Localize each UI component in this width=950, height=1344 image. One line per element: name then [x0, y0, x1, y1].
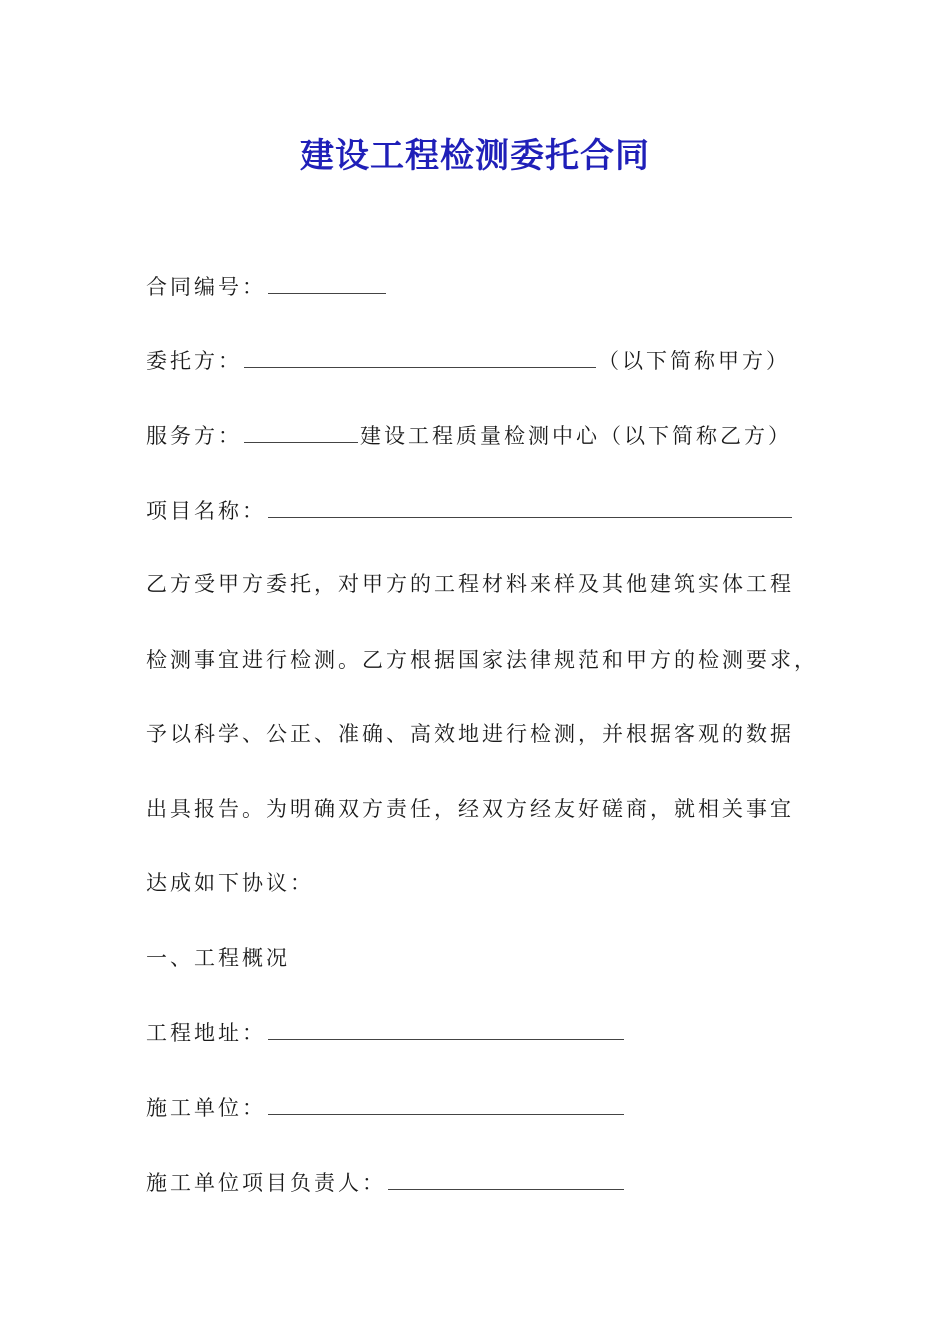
contractor-blank[interactable] [268, 1094, 624, 1115]
client-blank[interactable] [244, 347, 596, 368]
section-heading: 一、工程概况 [146, 946, 290, 970]
provider-blank[interactable] [244, 422, 358, 443]
contractor-label: 施工单位： [146, 1096, 266, 1120]
client-label: 委托方： [146, 349, 242, 373]
paragraph-line: 检测事宜进行检测。乙方根据国家法律规范和甲方的检测要求， [146, 648, 818, 672]
paragraph-line: 出具报告。为明确双方责任，经双方经友好磋商，就相关事宜 [146, 797, 794, 821]
contractor-manager-label: 施工单位项目负责人： [146, 1171, 386, 1195]
client-suffix: （以下简称甲方） [598, 349, 790, 373]
project-name-row [146, 496, 794, 526]
paragraph-line: 达成如下协议： [146, 871, 314, 895]
paragraph-line: 乙方受甲方委托，对甲方的工程材料来样及其他建筑实体工程 [146, 572, 794, 596]
project-name-blank[interactable] [268, 497, 792, 518]
contract-number-row [146, 272, 388, 302]
provider-label: 服务方： [146, 424, 242, 448]
provider-row [146, 421, 792, 451]
project-name-label: 项目名称： [146, 499, 266, 523]
address-row [146, 1018, 626, 1048]
contract-number-label: 合同编号： [146, 275, 266, 299]
contractor-manager-row [146, 1168, 626, 1198]
document-title: 建设工程检测委托合同 [300, 136, 650, 176]
contractor-manager-blank[interactable] [388, 1169, 624, 1190]
paragraph-line: 予以科学、公正、准确、高效地进行检测，并根据客观的数据 [146, 722, 794, 746]
contract-number-blank[interactable] [268, 273, 386, 294]
provider-suffix: 建设工程质量检测中心（以下简称乙方） [360, 424, 792, 448]
address-blank[interactable] [268, 1019, 624, 1040]
address-label: 工程地址： [146, 1021, 266, 1045]
client-row [146, 346, 790, 376]
contractor-row [146, 1093, 626, 1123]
